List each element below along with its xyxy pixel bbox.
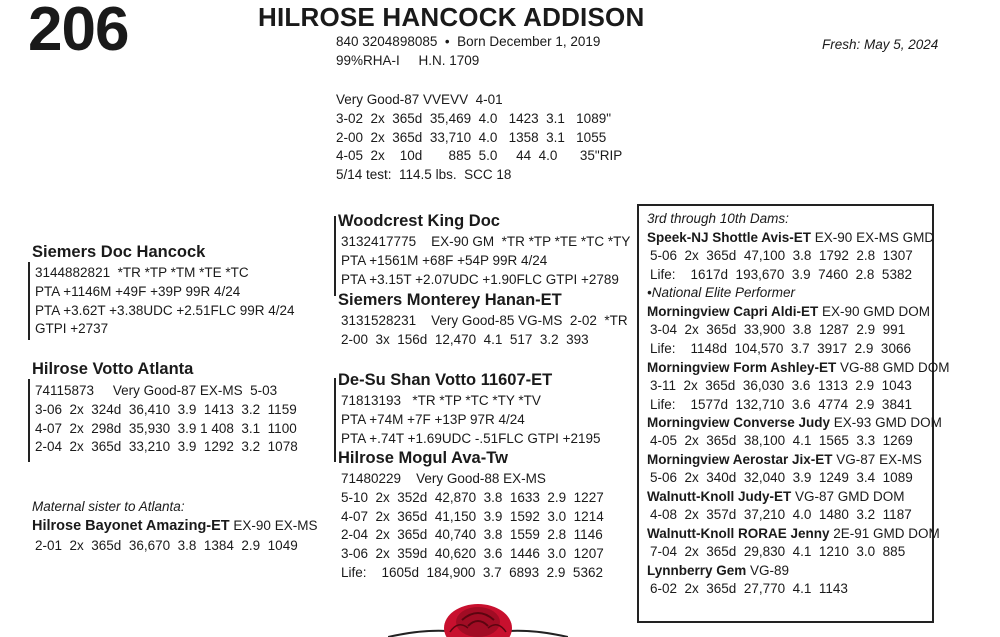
dam-entry-record: 6-02 2x 365d 27,770 4.1 1143: [650, 580, 848, 596]
sires-sire-connector: [334, 216, 336, 296]
dam-entry-class: VG-88 GMD DOM: [836, 359, 950, 375]
dams-sire-line: 71813193 *TR *TP *TC *TY *TV: [341, 393, 541, 408]
sires-sire-line: PTA +3.15T +2.07UDC +1.90FLC GTPI +2789: [341, 271, 619, 287]
maternal-sister-record: 2-01 2x 365d 36,670 3.8 1384 2.9 1049: [35, 538, 298, 553]
sire-line: PTA +1146M +49F +39P 99R 4/24: [35, 283, 241, 299]
animal-records: [336, 91, 622, 185]
record-line: 4-05 2x 10d 885 5.0 44 4.0 35"RIP: [336, 148, 623, 164]
dam-details: [35, 382, 298, 457]
maternal-sister-name: Hilrose Bayonet Amazing-ET: [32, 518, 230, 534]
sires-sire-line: PTA +1561M +68F +54P 99R 4/24: [341, 252, 548, 268]
dams-dam-line: 5-10 2x 352d 42,870 3.8 1633 2.9 1227: [341, 489, 604, 505]
dam-entry-name: Walnutt-Knoll Judy-ET: [647, 488, 792, 504]
sires-dam-details: [341, 312, 628, 350]
dam-entry-record: 3-04 2x 365d 33,900 3.8 1287 2.9 991: [650, 322, 906, 338]
dam-entry: [647, 562, 931, 580]
breed-line: 99%RHA-I H.N. 1709: [336, 53, 480, 68]
dam-entry-class: VG-87 GMD DOM: [791, 488, 905, 504]
dams-sire-line: PTA +.74T +1.69UDC -.51FLC GTPI +2195: [341, 430, 601, 446]
dam-entry-record: 5-06 2x 340d 32,040 3.9 1249 3.4 1089: [650, 470, 913, 486]
lot-number: 206: [28, 0, 129, 64]
dam-entry-name: Morningview Converse Judy: [647, 415, 831, 431]
dams-sire-line: PTA +74M +7F +13P 97R 4/24: [341, 411, 525, 427]
sires-sire-line: 3132417775 EX-90 GM *TR *TP *TE *TC *TY: [341, 234, 631, 249]
dam-entry: [647, 229, 935, 247]
dams-dam-name: Hilrose Mogul Ava-Tw: [338, 449, 508, 467]
dam-entry: [647, 303, 931, 321]
registration-line: 840 3204898085 • Born December 1, 2019: [336, 34, 601, 49]
dam-entry-class: VG-87 EX-MS: [832, 452, 922, 468]
dam-entry-class: VG-89: [746, 562, 790, 578]
dams-sire-details: [341, 392, 601, 448]
maternal-sister-heading: [32, 517, 317, 536]
classification-line: Very Good-87 VVEVV 4-01: [336, 92, 503, 107]
maternal-sister-class: EX-90 EX-MS: [229, 518, 318, 533]
dam-entry-class: EX-90 GMD DOM: [818, 304, 931, 320]
dam-entry: [647, 525, 940, 543]
dam-entry-lifetime: Life: 1148d 104,570 3.7 3917 2.9 3066: [650, 340, 911, 356]
fresh-date: Fresh: May 5, 2024: [822, 37, 939, 52]
rose-emblem: [388, 598, 568, 637]
dams-dam-line: 71480229 Very Good-88 EX-MS: [341, 471, 546, 486]
record-line: 3-02 2x 365d 35,469 4.0 1423 3.1 1089": [336, 110, 612, 126]
dam-line: 3-06 2x 324d 36,410 3.9 1413 3.2 1159: [35, 401, 297, 417]
dam-entry-name: Morningview Capri Aldi-ET: [647, 304, 819, 320]
sires-sire-details: [341, 233, 630, 289]
dam-entry-name: Lynnberry Gem: [647, 562, 747, 578]
dams-box-title: 3rd through 10th Dams:: [647, 211, 789, 226]
dams-dam-lifetime: Life: 1605d 184,900 3.7 6893 2.9 5362: [341, 564, 603, 580]
dam-entry-record: 4-08 2x 357d 37,210 4.0 1480 3.2 1187: [650, 506, 912, 522]
sire-line: 3144882821 *TR *TP *TM *TE *TC: [35, 265, 249, 280]
dam-entry: [647, 414, 942, 432]
dam-name: Hilrose Votto Atlanta: [32, 360, 194, 378]
sires-dam-line: 3131528231 Very Good-85 VG-MS 2-02 *TR: [341, 313, 628, 328]
dams-dam-line: 2-04 2x 365d 40,740 3.8 1559 2.8 1146: [341, 527, 603, 543]
dam-entry: [647, 359, 950, 377]
sire-details: [35, 264, 295, 339]
sires-dam-name: Siemers Monterey Hanan-ET: [338, 291, 562, 309]
dam-entry: [647, 451, 931, 469]
dam-entry-name: Morningview Aerostar Jix-ET: [647, 452, 833, 468]
animal-name: HILROSE HANCOCK ADDISON: [258, 2, 645, 32]
dam-entry-name: Walnutt-Knoll RORAE Jenny: [647, 525, 830, 541]
dam-entry-record: 3-11 2x 365d 36,030 3.6 1313 2.9 1043: [650, 377, 912, 393]
dam-entry-class: EX-90 EX-MS GMD: [811, 229, 935, 245]
sire-connector: [28, 262, 30, 340]
maternal-sister-caption: Maternal sister to Atlanta:: [32, 499, 185, 514]
dams-dam-line: 4-07 2x 365d 41,150 3.9 1592 3.0 1214: [341, 508, 604, 524]
record-line: 2-00 2x 365d 33,710 4.0 1358 3.1 1055: [336, 129, 607, 145]
dam-entry-lifetime: Life: 1577d 132,710 3.6 4774 2.9 3841: [650, 396, 912, 412]
dam-entry-name: Speek-NJ Shottle Avis-ET: [647, 229, 812, 245]
dam-line: 74115873 Very Good-87 EX-MS 5-03: [35, 383, 278, 398]
sire-name: Siemers Doc Hancock: [32, 243, 206, 261]
dam-entry-name: Morningview Form Ashley-ET: [647, 359, 837, 375]
dam-line: 4-07 2x 298d 35,930 3.9 1 408 3.1 1100: [35, 420, 297, 436]
dams-box-content: [647, 210, 950, 598]
dam-entry-record: 5-06 2x 365d 47,100 3.8 1792 2.8 1307: [650, 247, 913, 263]
dam-entry-record: 7-04 2x 365d 29,830 4.1 1210 3.0 885: [650, 543, 906, 559]
dam-entry-class: 2E-91 GMD DOM: [829, 525, 940, 541]
dam-entry-lifetime: Life: 1617d 193,670 3.9 7460 2.8 5382: [650, 266, 912, 282]
sire-line: GTPI +2737: [35, 321, 109, 337]
dam-entry: [647, 488, 931, 506]
dam-entry-note: •National Elite Performer: [647, 285, 796, 301]
dam-entry-record: 4-05 2x 365d 38,100 4.1 1565 3.3 1269: [650, 433, 913, 449]
dams-sire-name: De-Su Shan Votto 11607-ET: [338, 371, 553, 389]
dam-connector: [28, 379, 30, 462]
dam-entry-class: EX-93 GMD DOM: [830, 415, 942, 431]
dams-sire-connector: [334, 378, 336, 462]
dam-line: 2-04 2x 365d 33,210 3.9 1292 3.2 1078: [35, 439, 298, 455]
sires-dam-line: 2-00 3x 156d 12,470 4.1 517 3.2 393: [341, 331, 589, 347]
dams-dam-line: 3-06 2x 359d 40,620 3.6 1446 3.0 1207: [341, 546, 604, 562]
test-line: 5/14 test: 114.5 lbs. SCC 18: [336, 167, 512, 183]
dams-dam-details: [341, 470, 604, 583]
sire-line: PTA +3.62T +3.38UDC +2.51FLC 99R 4/24: [35, 302, 295, 318]
sires-sire-name: Woodcrest King Doc: [338, 212, 500, 230]
